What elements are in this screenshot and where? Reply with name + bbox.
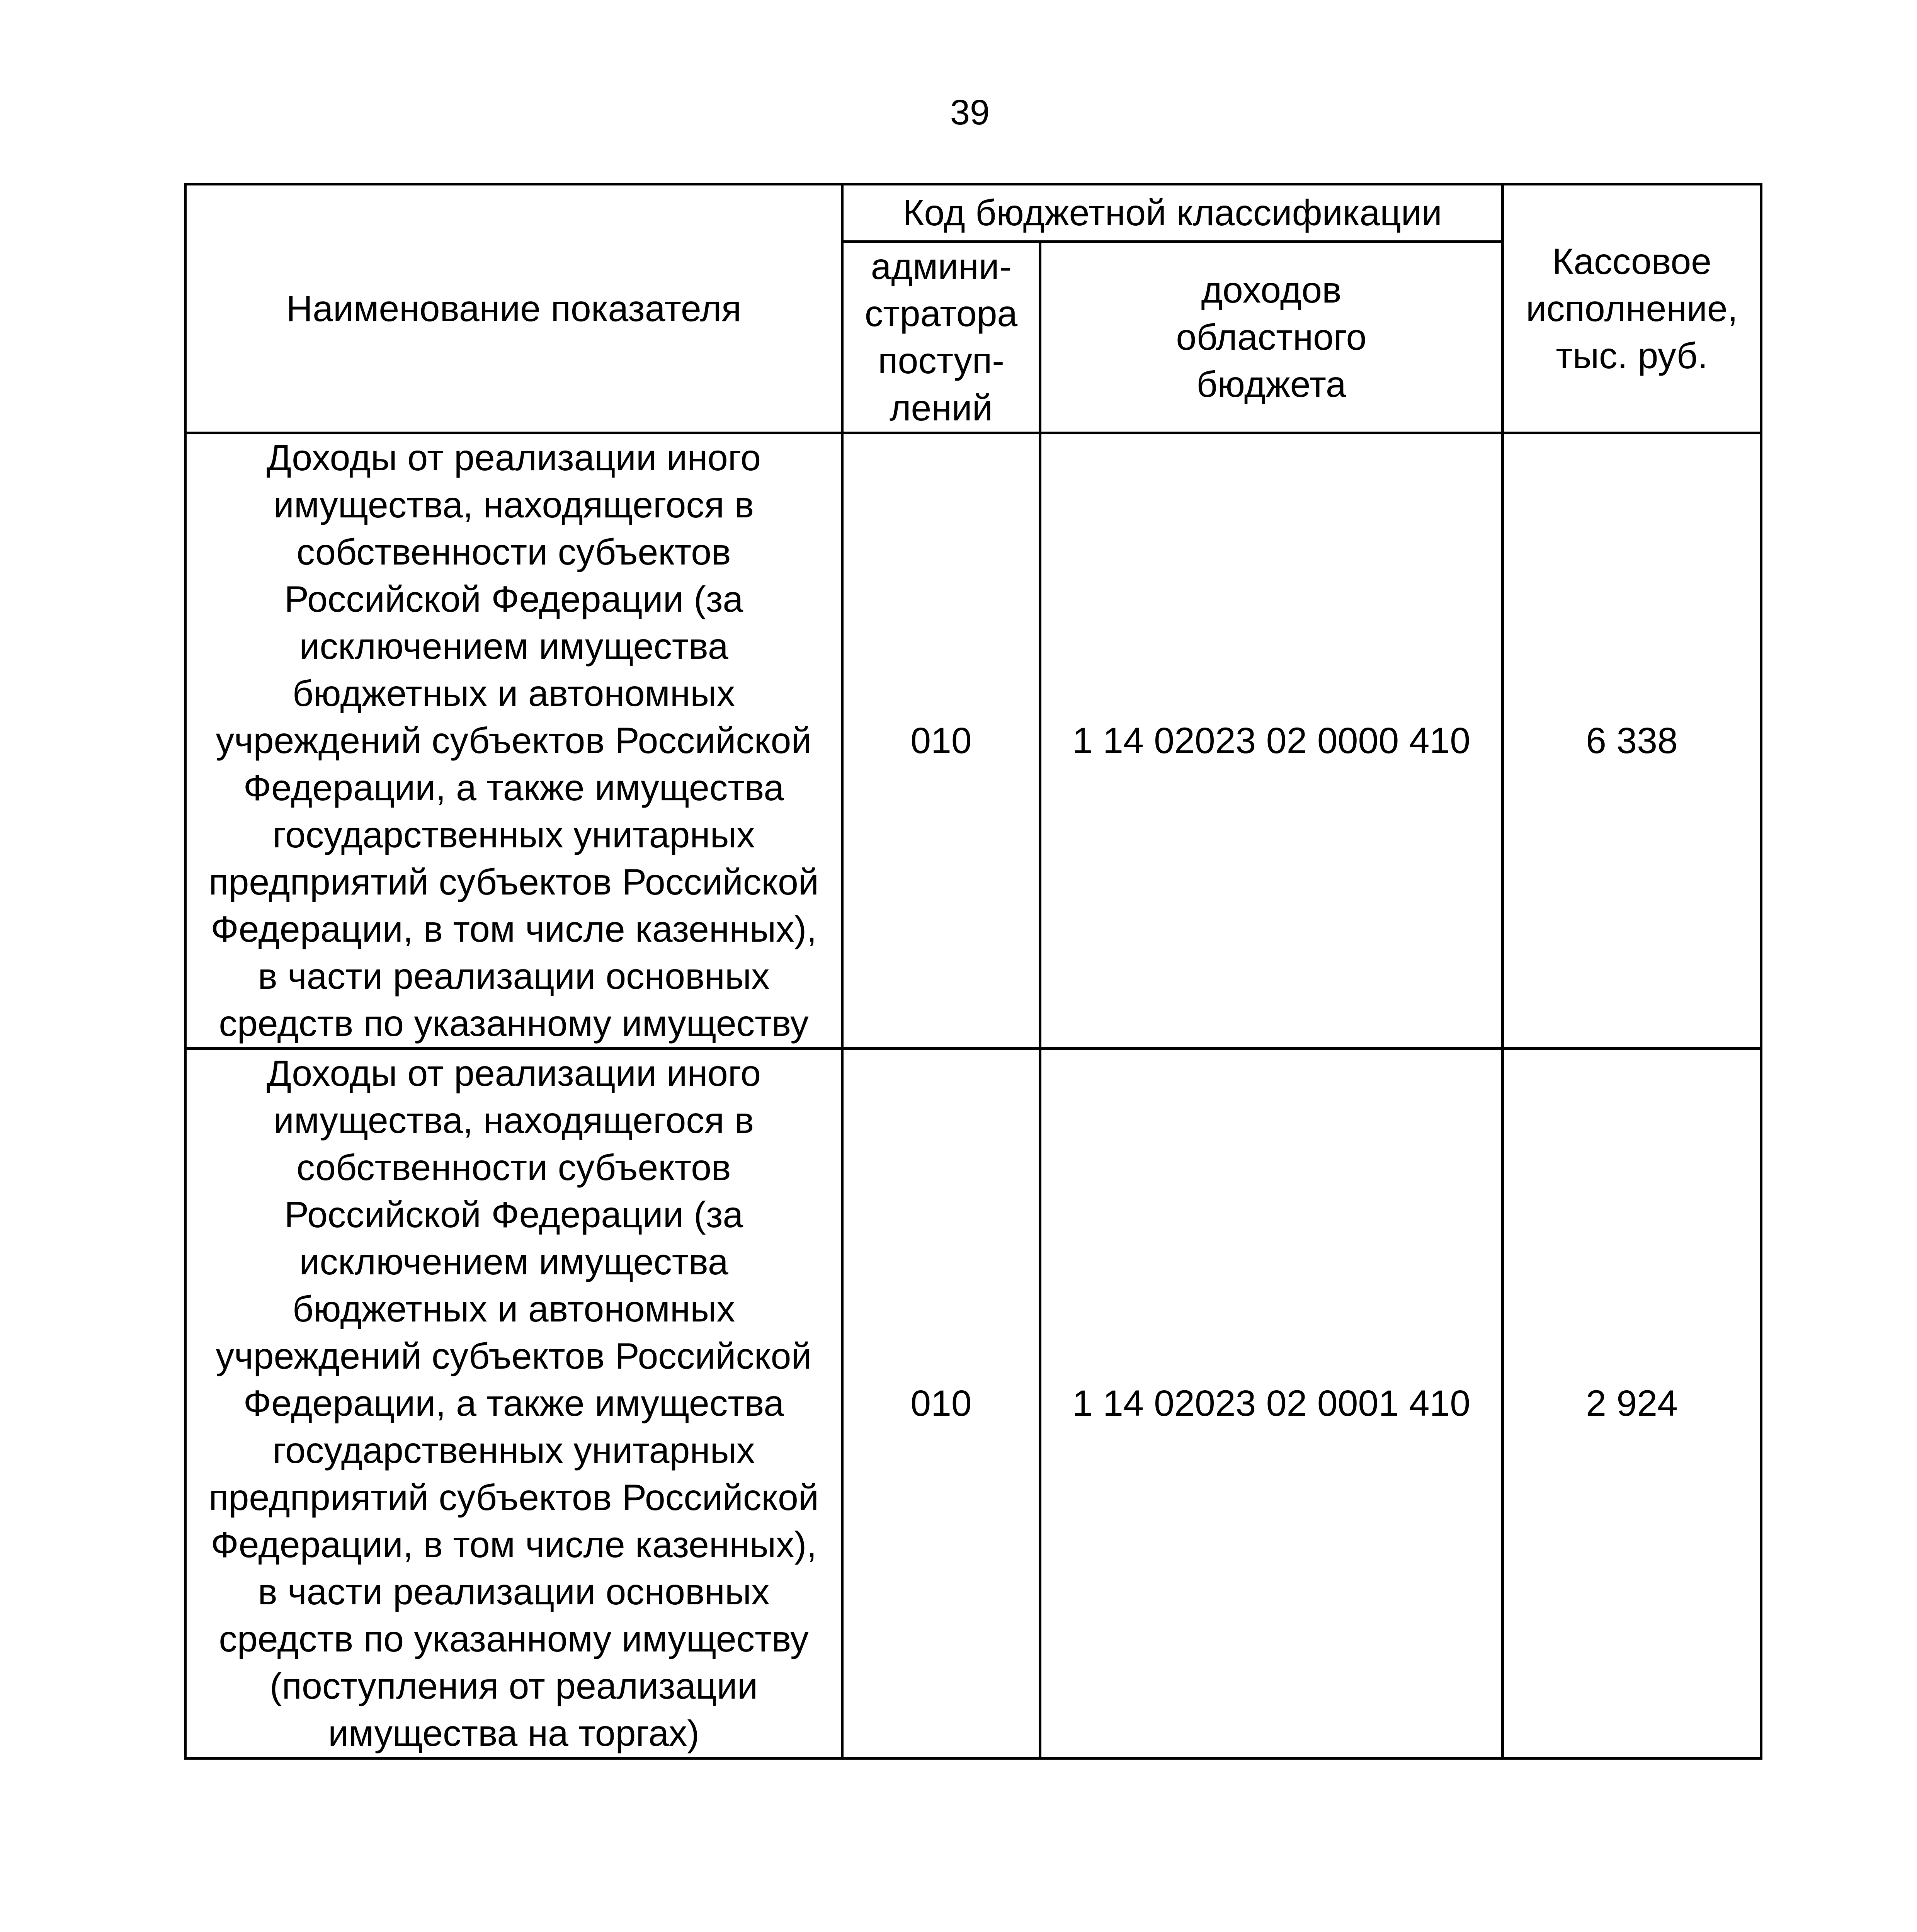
header-name: Наименование показателя	[185, 184, 842, 433]
row-income-code: 1 14 02023 02 0000 410	[1040, 433, 1503, 1049]
header-income: доходов областного бюджета	[1040, 242, 1503, 433]
row-name: Доходы от реализации иного имущества, находящегося в собственности субъектов Российской Федерации (за исключением имущества бюджетных и автономных учреждений субъектов Российской Федерации, а также имущества государственных унитарных предприятий субъектов Российской Федерации, в том числе казенных), в части реализации основных средств по указанному имуществу	[185, 433, 842, 1049]
header-administrator: админи- стратора поступ- лений	[842, 242, 1040, 433]
header-code-group: Код бюджетной классификации	[842, 184, 1503, 242]
row-administrator: 010	[842, 1049, 1040, 1759]
table-row	[185, 1049, 1761, 1759]
table-header-row	[185, 184, 1761, 242]
page-number: 39	[950, 93, 990, 132]
budget-revenue-table	[184, 183, 1762, 1760]
row-cash: 6 338	[1503, 433, 1761, 1049]
table-row	[185, 433, 1761, 1049]
header-cash: Кассовое исполнение, тыс. руб.	[1503, 184, 1761, 433]
row-name: Доходы от реализации иного имущества, находящегося в собственности субъектов Российской Федерации (за исключением имущества бюджетных и автономных учреждений субъектов Российской Федерации, а также имущества государственных унитарных предприятий субъектов Российской Федерации, в том числе казенных), в части реализации основных средств по указанному имуществу (поступления от реализации имущества на торгах)	[185, 1049, 842, 1759]
row-income-code: 1 14 02023 02 0001 410	[1040, 1049, 1503, 1759]
row-administrator: 010	[842, 433, 1040, 1049]
row-cash: 2 924	[1503, 1049, 1761, 1759]
